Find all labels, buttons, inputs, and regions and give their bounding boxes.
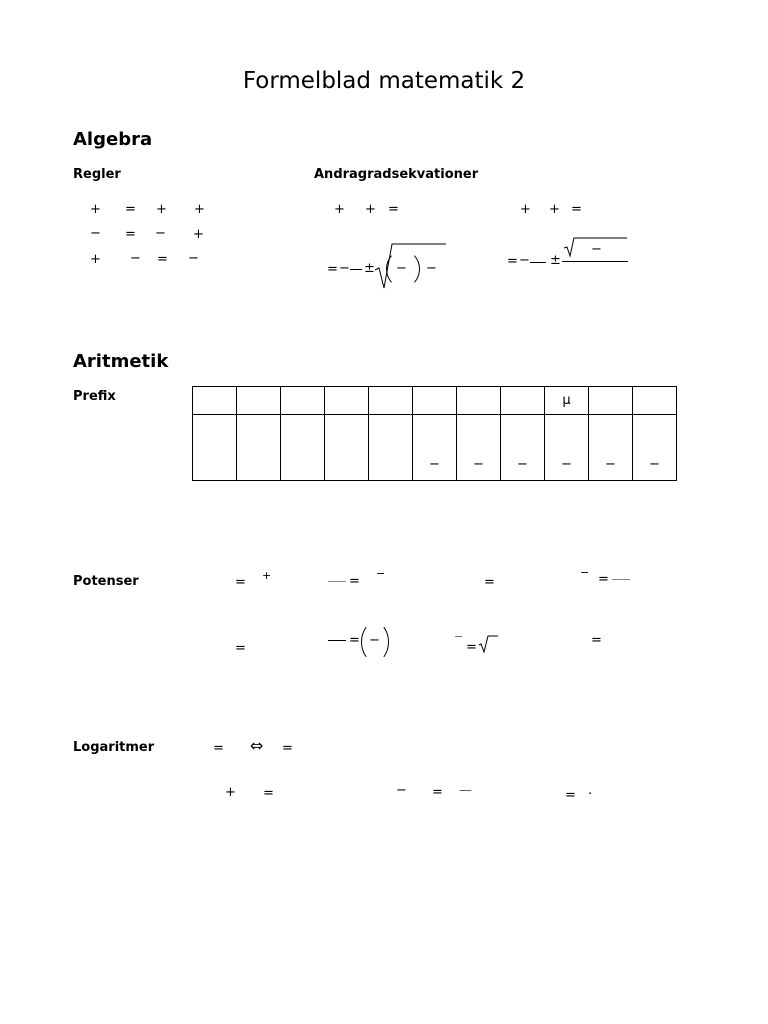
- sol1-plusminus: ±: [364, 261, 375, 276]
- regler-r3-s3: =: [157, 252, 168, 267]
- sol2-plusminus: ±: [550, 253, 561, 268]
- prefix-cell: [193, 387, 237, 415]
- pot4-fraction-bar: [612, 579, 630, 580]
- pot1-equals: =: [235, 575, 246, 590]
- prefix-power-cell: −: [545, 415, 589, 481]
- prefix-power-cell: [369, 415, 413, 481]
- regler-r1-s1: +: [90, 202, 101, 217]
- prefix-power-cell: [237, 415, 281, 481]
- regler-r3-s2: −: [130, 251, 141, 266]
- prefix-cell: [369, 387, 413, 415]
- eq1-plus-2: +: [365, 202, 376, 217]
- pot8-equals: =: [591, 633, 602, 648]
- pot2-minus: −: [376, 567, 386, 580]
- regler-r1-s3: +: [156, 202, 167, 217]
- sol1-minus-outer: −: [426, 261, 437, 276]
- prefix-cell: [501, 387, 545, 415]
- log3-fraction-bar: —: [459, 783, 472, 798]
- pot4-minus: −: [580, 566, 590, 579]
- regler-r3-s1: +: [90, 252, 101, 267]
- subheading-prefix: Prefix: [73, 389, 116, 404]
- pot6-equals: =: [349, 633, 360, 648]
- regler-r2-s3: −: [155, 226, 166, 241]
- eq1-plus-1: +: [334, 202, 345, 217]
- sqrt-icon: [478, 634, 500, 654]
- log3-minus: −: [396, 783, 407, 798]
- pot2-fraction-bar: [328, 581, 346, 582]
- prefix-power-cell: −: [633, 415, 677, 481]
- prefix-power-cell: [193, 415, 237, 481]
- eq2-equals: =: [571, 202, 582, 217]
- prefix-cell: [413, 387, 457, 415]
- regler-r1-s4: +: [194, 202, 205, 217]
- prefix-row-names: [193, 387, 677, 415]
- section-heading-aritmetik: Aritmetik: [73, 351, 169, 372]
- regler-r1-s2: =: [125, 202, 136, 217]
- sol2-minus-inner: −: [591, 242, 602, 257]
- sol1-fraction-bar: [350, 269, 362, 270]
- prefix-power-cell: [325, 415, 369, 481]
- pot5-equals: =: [235, 641, 246, 656]
- sol1-equals: =: [327, 262, 338, 277]
- subheading-logaritmer: Logaritmer: [73, 740, 155, 755]
- prefix-cell: [325, 387, 369, 415]
- log2-plus: +: [225, 785, 236, 800]
- eq2-plus-1: +: [520, 202, 531, 217]
- prefix-cell: [589, 387, 633, 415]
- subheading-regler: Regler: [73, 167, 121, 182]
- sol2-main-fraction-bar: [562, 261, 628, 262]
- prefix-power-cell: −: [501, 415, 545, 481]
- prefix-power-cell: [281, 415, 325, 481]
- prefix-table: [192, 386, 677, 481]
- pot4-equals: =: [598, 572, 609, 587]
- pot7-minus: −: [454, 630, 464, 643]
- pot6-fraction-bar: [328, 640, 346, 641]
- sol1-neg: −: [339, 261, 350, 276]
- prefix-cell: [237, 387, 281, 415]
- pot1-plus: +: [262, 569, 272, 582]
- prefix-cell: [281, 387, 325, 415]
- pot2-equals: =: [349, 574, 360, 589]
- subheading-potenser: Potenser: [73, 574, 139, 589]
- regler-r2-s1: −: [90, 226, 101, 241]
- regler-r2-s2: =: [125, 227, 136, 242]
- sol2-fraction-bar: [530, 262, 546, 263]
- pot3-equals: =: [484, 575, 495, 590]
- prefix-power-cell: −: [457, 415, 501, 481]
- log4-equals: =: [565, 788, 576, 803]
- sol2-neg: −: [519, 253, 530, 268]
- log3-equals: =: [432, 785, 443, 800]
- prefix-power-cell: −: [589, 415, 633, 481]
- log4-dot: ·: [588, 787, 593, 802]
- eq2-plus-2: +: [549, 202, 560, 217]
- log1-equals-2: =: [282, 741, 293, 756]
- pot7-equals: =: [466, 640, 477, 655]
- sol1-minus-inner: −: [396, 261, 407, 276]
- prefix-cell: [457, 387, 501, 415]
- prefix-power-cell: −: [413, 415, 457, 481]
- sol2-equals: =: [507, 254, 518, 269]
- prefix-cell-micro: μ: [545, 387, 589, 415]
- prefix-cell: [633, 387, 677, 415]
- eq1-equals: =: [388, 202, 399, 217]
- prefix-row-powers: [193, 415, 677, 481]
- regler-r3-s4: −: [188, 251, 199, 266]
- log2-equals: =: [263, 786, 274, 801]
- iff-arrow-icon: ⇔: [250, 736, 264, 755]
- pot6-minus: −: [369, 633, 380, 648]
- page-title: Formelblad matematik 2: [242, 68, 526, 94]
- regler-r2-s4: +: [193, 227, 204, 242]
- section-heading-algebra: Algebra: [73, 129, 153, 150]
- subheading-andragradsekvationer: Andragradsekvationer: [314, 167, 479, 182]
- log1-equals: =: [213, 741, 224, 756]
